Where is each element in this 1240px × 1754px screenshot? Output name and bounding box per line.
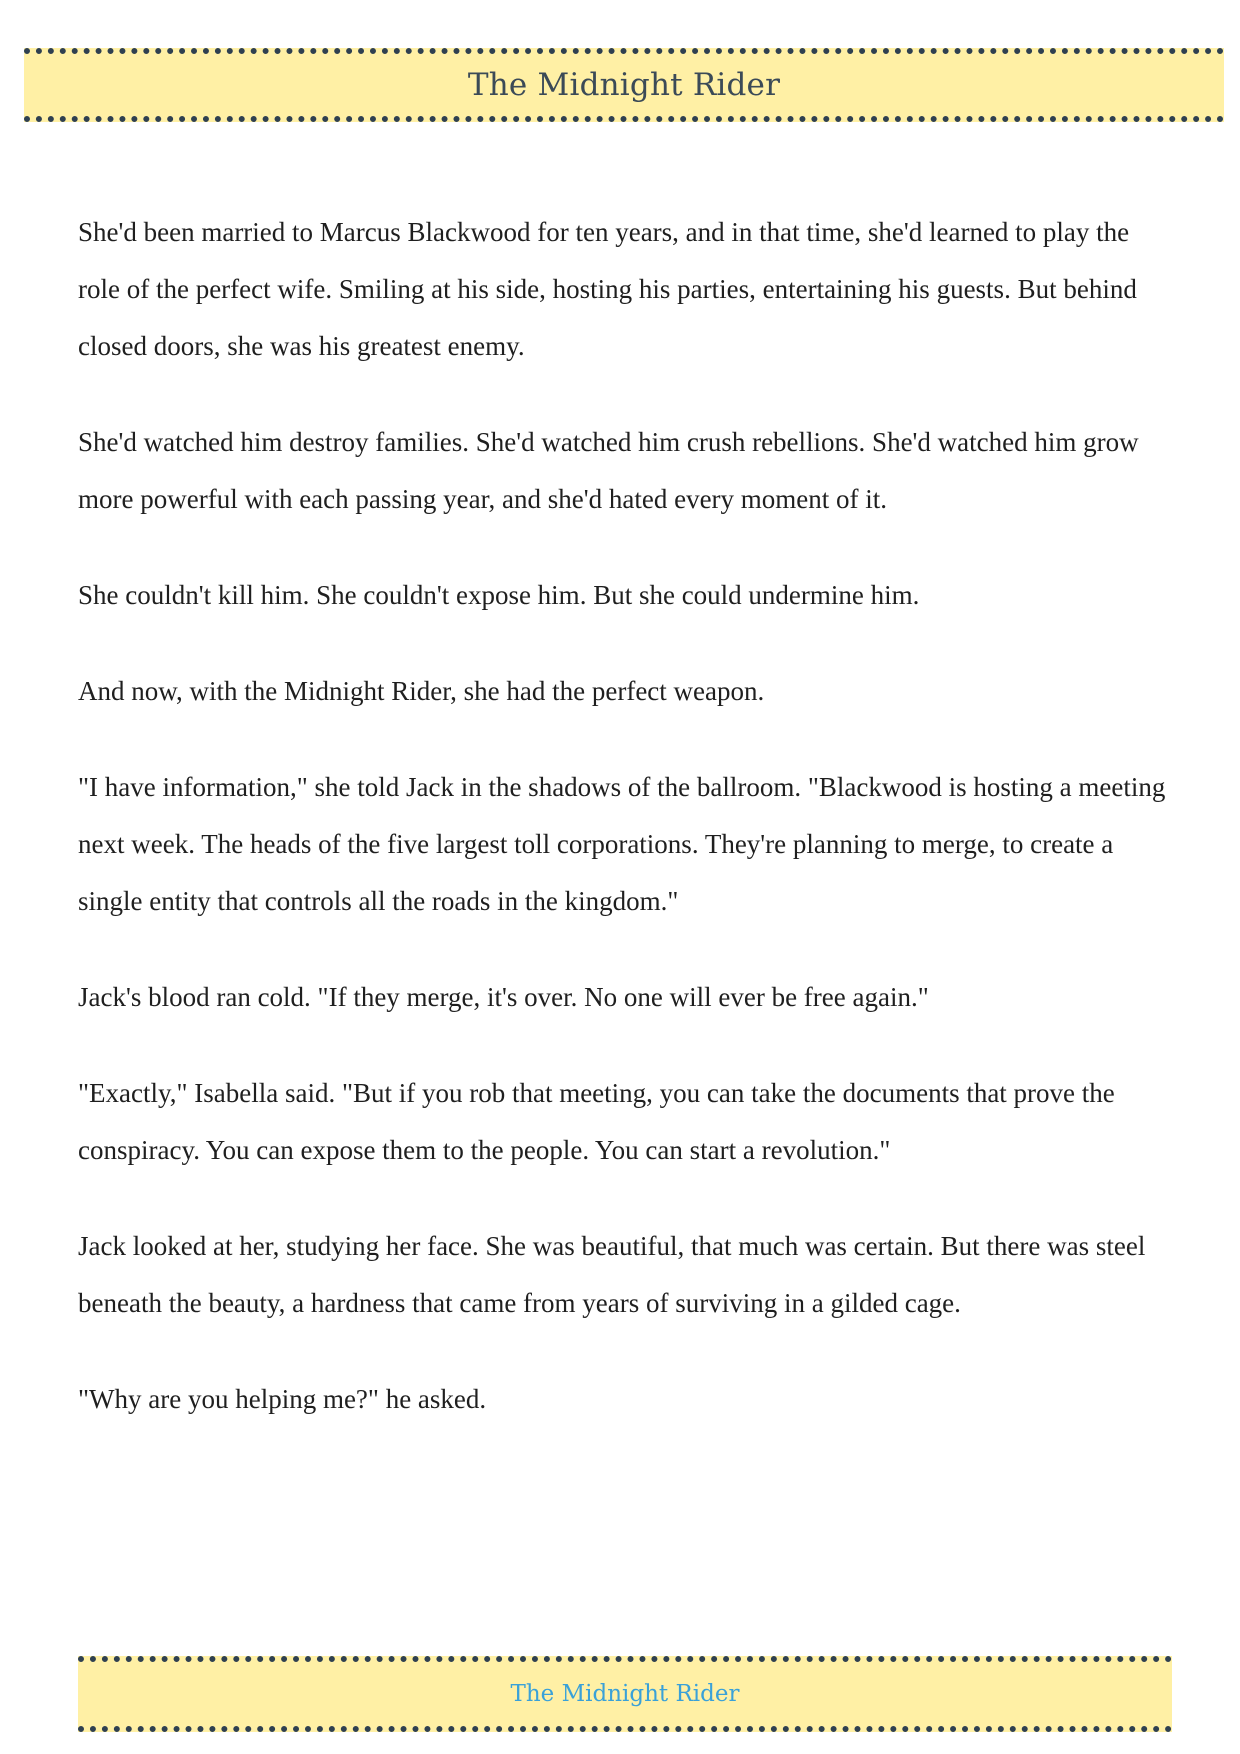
- story-paragraph: And now, with the Midnight Rider, she had the perfect weapon.: [78, 676, 765, 706]
- story-content: [78, 204, 1174, 1467]
- footer-title: The Midnight Rider: [510, 1681, 740, 1707]
- page-footer: [78, 1656, 1172, 1732]
- story-paragraph: Jack looked at her, studying her face. She was beautiful, that much was certain. But there was steel beneath the beauty, a hardness that came from years of surviving in a gilded cage.: [78, 1231, 1146, 1318]
- story-paragraph: Jack's blood ran cold. "If they merge, it's over. No one will ever be free again.": [78, 982, 929, 1012]
- story-paragraph: "Exactly," Isabella said. "But if you rob that meeting, you can take the documents that prove the conspiracy. You can expose them to the people. You can start a revolution.": [78, 1078, 1115, 1165]
- story-paragraph: She couldn't kill him. She couldn't expose him. But she could undermine him.: [78, 580, 920, 610]
- page-header: [24, 48, 1224, 122]
- story-paragraph: "I have information," she told Jack in the shadows of the ballroom. "Blackwood is hosting a meeting next week. The heads of the five largest toll corporations. They're planning to merge, to create a single entity that controls all the roads in the kingdom.": [78, 772, 1166, 916]
- header-title: The Midnight Rider: [467, 67, 781, 103]
- story-paragraph: She'd watched him destroy families. She'd watched him crush rebellions. She'd watched him grow more powerful with each passing year, and she'd hated every moment of it.: [78, 427, 1139, 514]
- story-paragraph: "Why are you helping me?" he asked.: [78, 1384, 487, 1414]
- story-paragraph: She'd been married to Marcus Blackwood for ten years, and in that time, she'd learned to play the role of the perfect wife. Smiling at his side, hosting his parties, entertaining his guests. But behind closed doors, she was his greatest enemy.: [78, 217, 1137, 361]
